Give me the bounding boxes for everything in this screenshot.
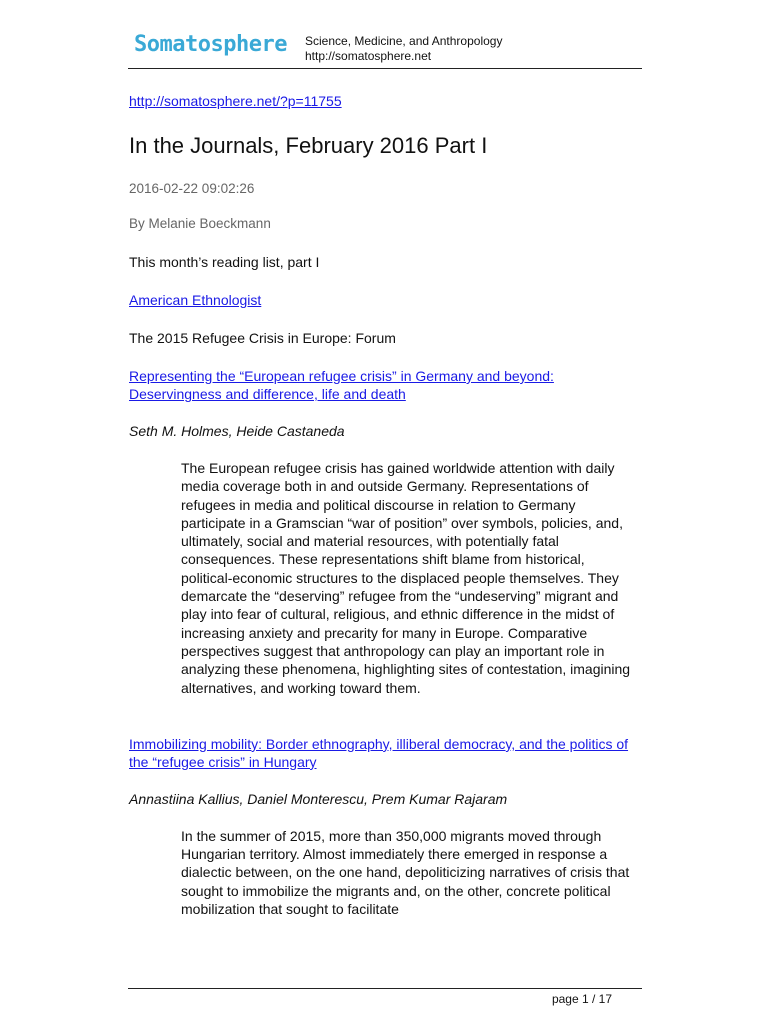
article-date: 2016-02-22 09:02:26	[129, 181, 255, 196]
page-header	[128, 28, 642, 69]
article-title: In the Journals, February 2016 Part I	[129, 133, 488, 158]
site-logo[interactable]: Somatosphere	[134, 32, 287, 57]
journal-heading	[129, 291, 641, 309]
entry-1-title-link[interactable]: Representing the “European refugee crisis” in Germany and beyond: Deservingness and difference, life and death	[129, 368, 554, 402]
tagline-text: Science, Medicine, and Anthropology	[305, 34, 503, 48]
article-intro: This month’s reading list, part I	[129, 254, 320, 270]
entry-2-authors: Annastiina Kallius, Daniel Monterescu, Prem Kumar Rajaram	[129, 790, 508, 807]
site-url: http://somatosphere.net	[305, 49, 432, 63]
page-number: page 1 / 17	[551, 992, 612, 1006]
article-byline: By Melanie Boeckmann	[129, 216, 271, 231]
site-tagline	[305, 34, 502, 64]
entry-1-abstract: The European refugee crisis has gained worldwide attention with daily media coverage both in and outside Germany. Representations of refugees in media and political discourse in relation to Germany participate in a Gramscian “war of position” over symbols, policies, and, ultimately, social and material resources, with potentially fatal consequences. These representations shift blame from historical, political-economic structures to the displaced people themselves. They demarcate the “deserving” refugee from the “undeserving” migrant and play into fear of cultural, religious, and ethnic difference in the midst of increasing anxiety and precarity for many in Europe. Comparative perspectives suggest that anthropology can play an important role in analyzing these phenomena, highlighting sites of contestation, imagining alternatives, and working toward them.	[181, 460, 631, 696]
entry-title	[129, 735, 641, 771]
entry-1-authors: Seth M. Holmes, Heide Castaneda	[129, 423, 345, 439]
forum-heading: The 2015 Refugee Crisis in Europe: Forum	[129, 330, 396, 346]
page-footer	[128, 988, 642, 1006]
journal-link[interactable]: American Ethnologist	[129, 292, 262, 308]
entry-title	[129, 367, 641, 403]
entry-2-abstract: In the summer of 2015, more than 350,000 migrants moved through Hungarian territory. Almost immediately there emerged in response a dialectic between, on the one hand, depoliticizing narratives of crisis that sought to immobilize the migrants and, on the other, concrete political mobilization that sought to facilitate	[181, 827, 630, 918]
article-url-link[interactable]: http://somatosphere.net/?p=11755	[129, 93, 342, 109]
article-content	[129, 93, 641, 938]
entry-2-title-link[interactable]: Immobilizing mobility: Border ethnography, illiberal democracy, and the politics of the “refugee crisis” in Hungary	[129, 735, 629, 770]
